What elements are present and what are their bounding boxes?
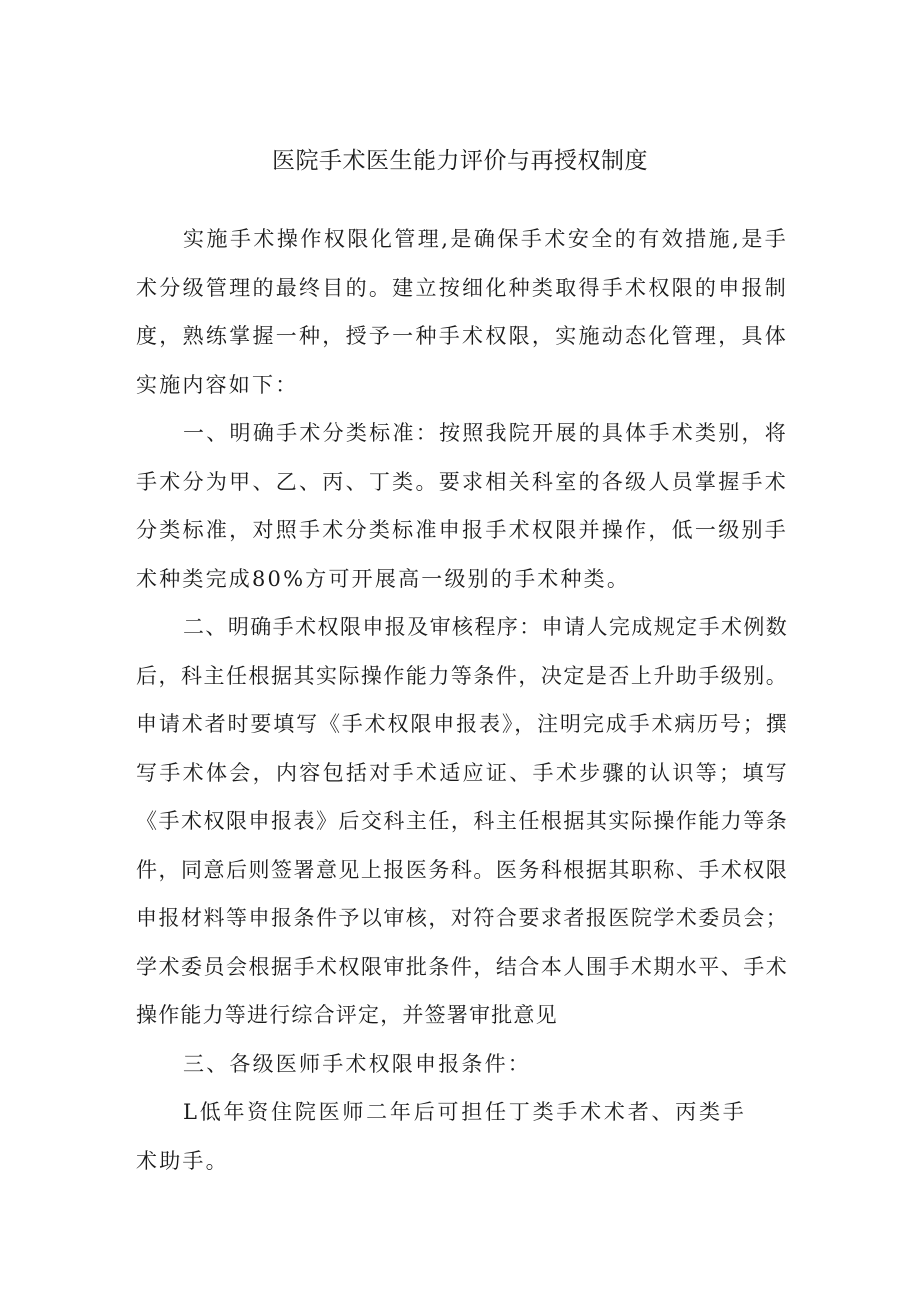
paragraph-intro: 实施手术操作权限化管理,是确保手术安全的有效措施,是手术分级管理的最终目的。建立按细化种类取得手术权限的申报制度，熟练掌握一种，授予一种手术权限，实施动态化管理，具体实施内容如下： [136, 227, 788, 397]
document-body [136, 215, 788, 1185]
document-title: 医院手术医生能力评价与再授权制度 [272, 148, 648, 174]
paragraph-section-3: 三、各级医师手术权限申报条件： [183, 1051, 531, 1076]
paragraph-section-1: 一、明确手术分类标准：按照我院开展的具体手术类别，将手术分为甲、乙、丙、丁类。要求相关科室的各级人员掌握手术分类标准，对照手术分类标准申报手术权限并操作，低一级别手术种类完成80%方可开展高一级别的手术种类。 [136, 421, 788, 591]
paragraph-section-2: 二、明确手术权限申报及审核程序：申请人完成规定手术例数后，科主任根据其实际操作能力等条件，决定是否上升助手级别。申请术者时要填写《手术权限申报表》，注明完成手术病历号；撰写手术体会，内容包括对手术适应证、手术步骤的认识等；填写《手术权限申报表》后交科主任，科主任根据其实际操作能力等条件，同意后则签署意见上报医务科。医务科根据其职称、手术权限申报材料等申报条件予以审核，对符合要求者报医院学术委员会；学术委员会根据手术权限审批条件，结合本人围手术期水平、手术操作能力等进行综合评定，并签署审批意见 [136, 615, 788, 1027]
paragraph-item-1: L低年资住院医师二年后可担任丁类手术术者、丙类手术助手。 [136, 1100, 746, 1173]
